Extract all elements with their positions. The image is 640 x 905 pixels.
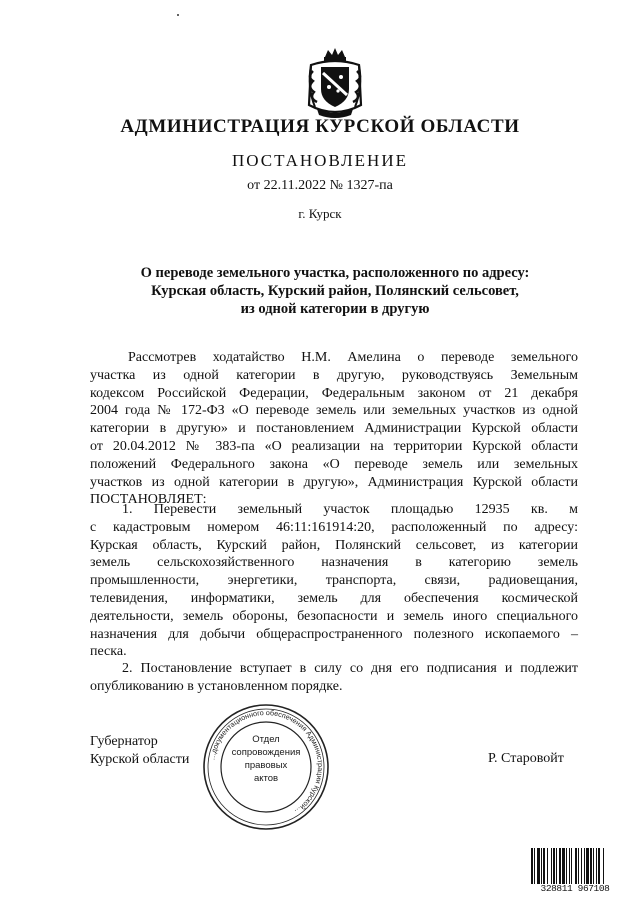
document-type: ПОСТАНОВЛЕНИЕ — [231, 151, 408, 170]
signer-position — [90, 733, 189, 769]
barcode-number: 328811 967108 — [540, 883, 610, 894]
stamp-line: правовых — [244, 760, 288, 771]
text-line: опубликованию в установленном порядке. — [90, 678, 343, 694]
text-line: назначения для добычи общераспространенного полезного ископаемого – — [90, 626, 578, 642]
text-line: земель сельскохозяйственного назначения в категорию земель — [90, 555, 578, 571]
barcode-bar — [593, 848, 594, 884]
stamp-line: Отдел — [252, 734, 280, 745]
signer-name: Р. Старовойт — [488, 751, 564, 766]
barcode-bar — [537, 848, 540, 884]
stamp-center-text — [201, 733, 331, 785]
barcode-bar — [569, 848, 570, 884]
text-line: категории в другую» и постановлением Администрации Курской области — [90, 421, 578, 437]
barcode-bar — [531, 848, 533, 884]
text-line: Рассмотрев ходатайство Н.М. Амелина о переводе земельного — [128, 350, 578, 365]
coat-of-arms-icon — [305, 47, 365, 119]
body-paragraph-item-2 — [90, 660, 578, 696]
subject-line: из одной категории в другую — [240, 301, 430, 317]
body-paragraph-item-1 — [90, 501, 578, 661]
barcode-bar — [586, 848, 589, 884]
barcode-bar — [559, 848, 561, 884]
barcode-bar — [543, 848, 545, 884]
document-date-number: от 22.11.2022 № 1327-па — [247, 178, 393, 193]
subject-line: Курская область, Курский район, Полянский сельсовет, — [151, 283, 519, 299]
barcode-bar — [541, 848, 542, 884]
text-line: 2. Постановление вступает в силу со дня его подписания и подлежит — [122, 661, 578, 676]
text-line: промышленности, энергетики, транспорта, связи, радиовещания, — [90, 573, 578, 589]
barcode-bar — [556, 848, 557, 884]
organization-title: АДМИНИСТРАЦИЯ КУРСКОЙ ОБЛАСТИ — [120, 116, 520, 137]
barcode-bar — [590, 848, 592, 884]
document-subject — [60, 264, 610, 318]
text-line: 1. Перевести земельный участок площадью 12935 кв. м — [122, 502, 578, 517]
text-line: Курская область, Курский район, Полянский сельсовет, из категории — [90, 537, 578, 553]
barcode-bar — [534, 848, 535, 884]
subject-line: О переводе земельного участка, расположенного по адресу: — [140, 265, 530, 281]
body-paragraph-preamble — [90, 349, 578, 509]
stamp-line: сопровождения — [231, 747, 301, 758]
barcode — [531, 848, 619, 884]
signer-position-line: Губернатор — [90, 734, 158, 749]
barcode-bar — [584, 848, 585, 884]
barcode-bar — [578, 848, 579, 884]
text-line: 2004 года № 172-ФЗ «О переводе земель или земельных участков из одной — [90, 403, 578, 419]
barcode-bar — [551, 848, 552, 884]
barcode-bar — [603, 848, 604, 884]
text-line: кодексом Российской Федерации, Федеральным законом от 21 декабря — [90, 385, 578, 401]
document-city: г. Курск — [298, 206, 342, 221]
barcode-bar — [547, 848, 548, 884]
text-line: от 20.04.2012 № 383-па «О реализации на территории Курской области — [90, 438, 578, 454]
barcode-bar — [598, 848, 600, 884]
text-line: с кадастровым номером 46:11:161914:20, расположенный по адресу: — [90, 519, 578, 535]
barcode-bar — [581, 848, 582, 884]
text-line: положений Федерального закона «О переводе земель или земельных — [90, 456, 578, 472]
barcode-bar — [571, 848, 572, 884]
stamp-ring-text: …документационного обеспечения Администрации Курской… — [207, 707, 326, 817]
barcode-bar — [596, 848, 597, 884]
barcode-bar — [566, 848, 567, 884]
text-line: песка. — [90, 644, 127, 660]
stamp-line: актов — [253, 773, 279, 784]
text-line: деятельности, земель обороны, безопасности и земель иного специального — [90, 608, 578, 624]
text-line: участков из одной категории в другую», Администрация Курской области — [90, 474, 578, 490]
text-line: телевидения, информатики, земель для обеспечения космической — [90, 590, 578, 606]
scan-speck — [177, 14, 179, 16]
text-line: участка из одной категории в другую, руководствуясь Земельным — [90, 367, 578, 383]
signer-position-line: Курской области — [90, 752, 190, 767]
text-line: ПОСТАНОВЛЯЕТ: — [90, 492, 207, 508]
barcode-bar — [562, 848, 565, 884]
barcode-bar — [553, 848, 555, 884]
barcode-bar — [575, 848, 577, 884]
